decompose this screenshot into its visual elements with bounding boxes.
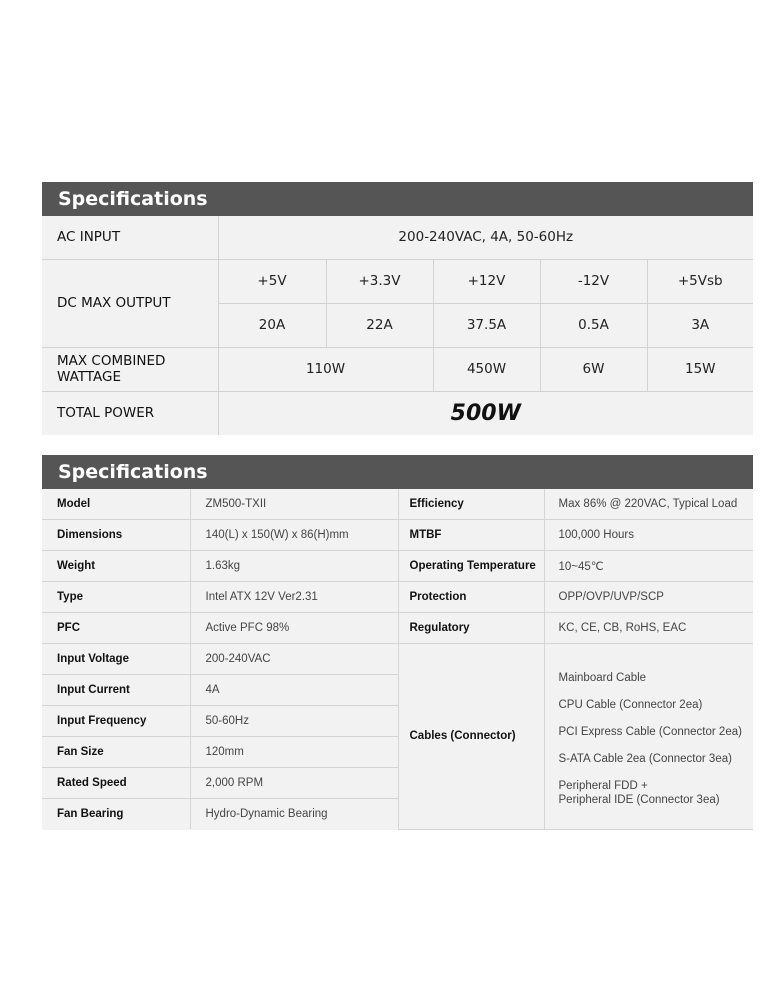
spec-value: ZM500-TXII	[190, 489, 398, 520]
spec-value: 120mm	[190, 737, 398, 768]
table-row	[42, 489, 753, 520]
cable-item-line: Peripheral FDD +	[558, 780, 648, 793]
table-row	[42, 391, 753, 435]
cables-list	[559, 665, 754, 807]
spec-value: 140(L) x 150(W) x 86(H)mm	[190, 520, 398, 551]
rail-amps: 0.5A	[540, 303, 647, 347]
spec-value: Max 86% @ 220VAC, Typical Load	[544, 489, 753, 520]
spec-value: KC, CE, CB, RoHS, EAC	[544, 613, 753, 644]
table-row	[42, 582, 753, 613]
rail-label: -12V	[540, 259, 647, 303]
spec-key: Model	[42, 489, 190, 520]
cables-list-cell	[544, 644, 753, 830]
spec-key: MTBF	[398, 520, 544, 551]
spec-key: Rated Speed	[42, 768, 190, 799]
table-row	[42, 347, 753, 391]
spec-key: Efficiency	[398, 489, 544, 520]
section-title: Specifications	[42, 182, 753, 216]
spec-value: 50-60Hz	[190, 706, 398, 737]
cable-item: CPU Cable (Connector 2ea)	[558, 699, 703, 712]
total-power-value: 500W	[218, 391, 753, 435]
ac-input-label: AC INPUT	[42, 216, 218, 259]
rail-amps: 20A	[218, 303, 326, 347]
combined-wattage: 15W	[647, 347, 753, 391]
spec-value: 200-240VAC	[190, 644, 398, 675]
spec-section-power	[42, 182, 753, 435]
rail-label: +3.3V	[326, 259, 433, 303]
cable-item-line: Peripheral IDE (Connector 3ea)	[558, 794, 720, 807]
spec-key: Fan Size	[42, 737, 190, 768]
spec-key: Input Current	[42, 675, 190, 706]
spec-key: Dimensions	[42, 520, 190, 551]
cable-item: Mainboard Cable	[558, 672, 647, 685]
spec-key: Input Frequency	[42, 706, 190, 737]
max-combined-label-line1: MAX COMBINED	[57, 353, 166, 369]
section-title: Specifications	[42, 455, 753, 489]
detail-spec-table	[42, 489, 753, 830]
table-row	[42, 613, 753, 644]
cable-item: S-ATA Cable 2ea (Connector 3ea)	[558, 753, 732, 766]
ac-input-value: 200-240VAC, 4A, 50-60Hz	[218, 216, 753, 259]
spec-value: 100,000 Hours	[544, 520, 753, 551]
combined-wattage: 110W	[218, 347, 433, 391]
spec-value: 2,000 RPM	[190, 768, 398, 799]
spec-key: Regulatory	[398, 613, 544, 644]
spec-value: OPP/OVP/UVP/SCP	[544, 582, 753, 613]
power-output-table	[42, 216, 753, 435]
table-row	[42, 551, 753, 582]
rail-amps: 37.5A	[433, 303, 540, 347]
total-power-label: TOTAL POWER	[42, 391, 218, 435]
rail-amps: 22A	[326, 303, 433, 347]
spec-key: Type	[42, 582, 190, 613]
cable-item: PCI Express Cable (Connector 2ea)	[558, 726, 742, 739]
spec-value: 4A	[190, 675, 398, 706]
table-row	[42, 520, 753, 551]
cable-item	[559, 779, 754, 807]
spec-section-details	[42, 455, 753, 830]
dc-max-output-label: DC MAX OUTPUT	[42, 259, 218, 347]
spec-key: Protection	[398, 582, 544, 613]
spec-value: Active PFC 98%	[190, 613, 398, 644]
rail-label: +5Vsb	[647, 259, 753, 303]
table-row	[42, 216, 753, 259]
combined-wattage: 6W	[540, 347, 647, 391]
rail-amps: 3A	[647, 303, 753, 347]
table-row	[42, 644, 753, 675]
spec-value: 10~45℃	[544, 551, 753, 582]
max-combined-label-line2: WATTAGE	[57, 369, 121, 385]
spec-key: PFC	[42, 613, 190, 644]
spec-key: Fan Bearing	[42, 799, 190, 830]
spec-value: Intel ATX 12V Ver2.31	[190, 582, 398, 613]
table-row	[42, 259, 753, 303]
spec-key: Weight	[42, 551, 190, 582]
rail-label: +5V	[218, 259, 326, 303]
cables-key: Cables (Connector)	[398, 644, 544, 830]
spec-value: 1.63kg	[190, 551, 398, 582]
spec-key: Input Voltage	[42, 644, 190, 675]
max-combined-label	[42, 347, 218, 391]
spec-key: Operating Temperature	[398, 551, 544, 582]
combined-wattage: 450W	[433, 347, 540, 391]
rail-label: +12V	[433, 259, 540, 303]
spec-value: Hydro-Dynamic Bearing	[190, 799, 398, 830]
